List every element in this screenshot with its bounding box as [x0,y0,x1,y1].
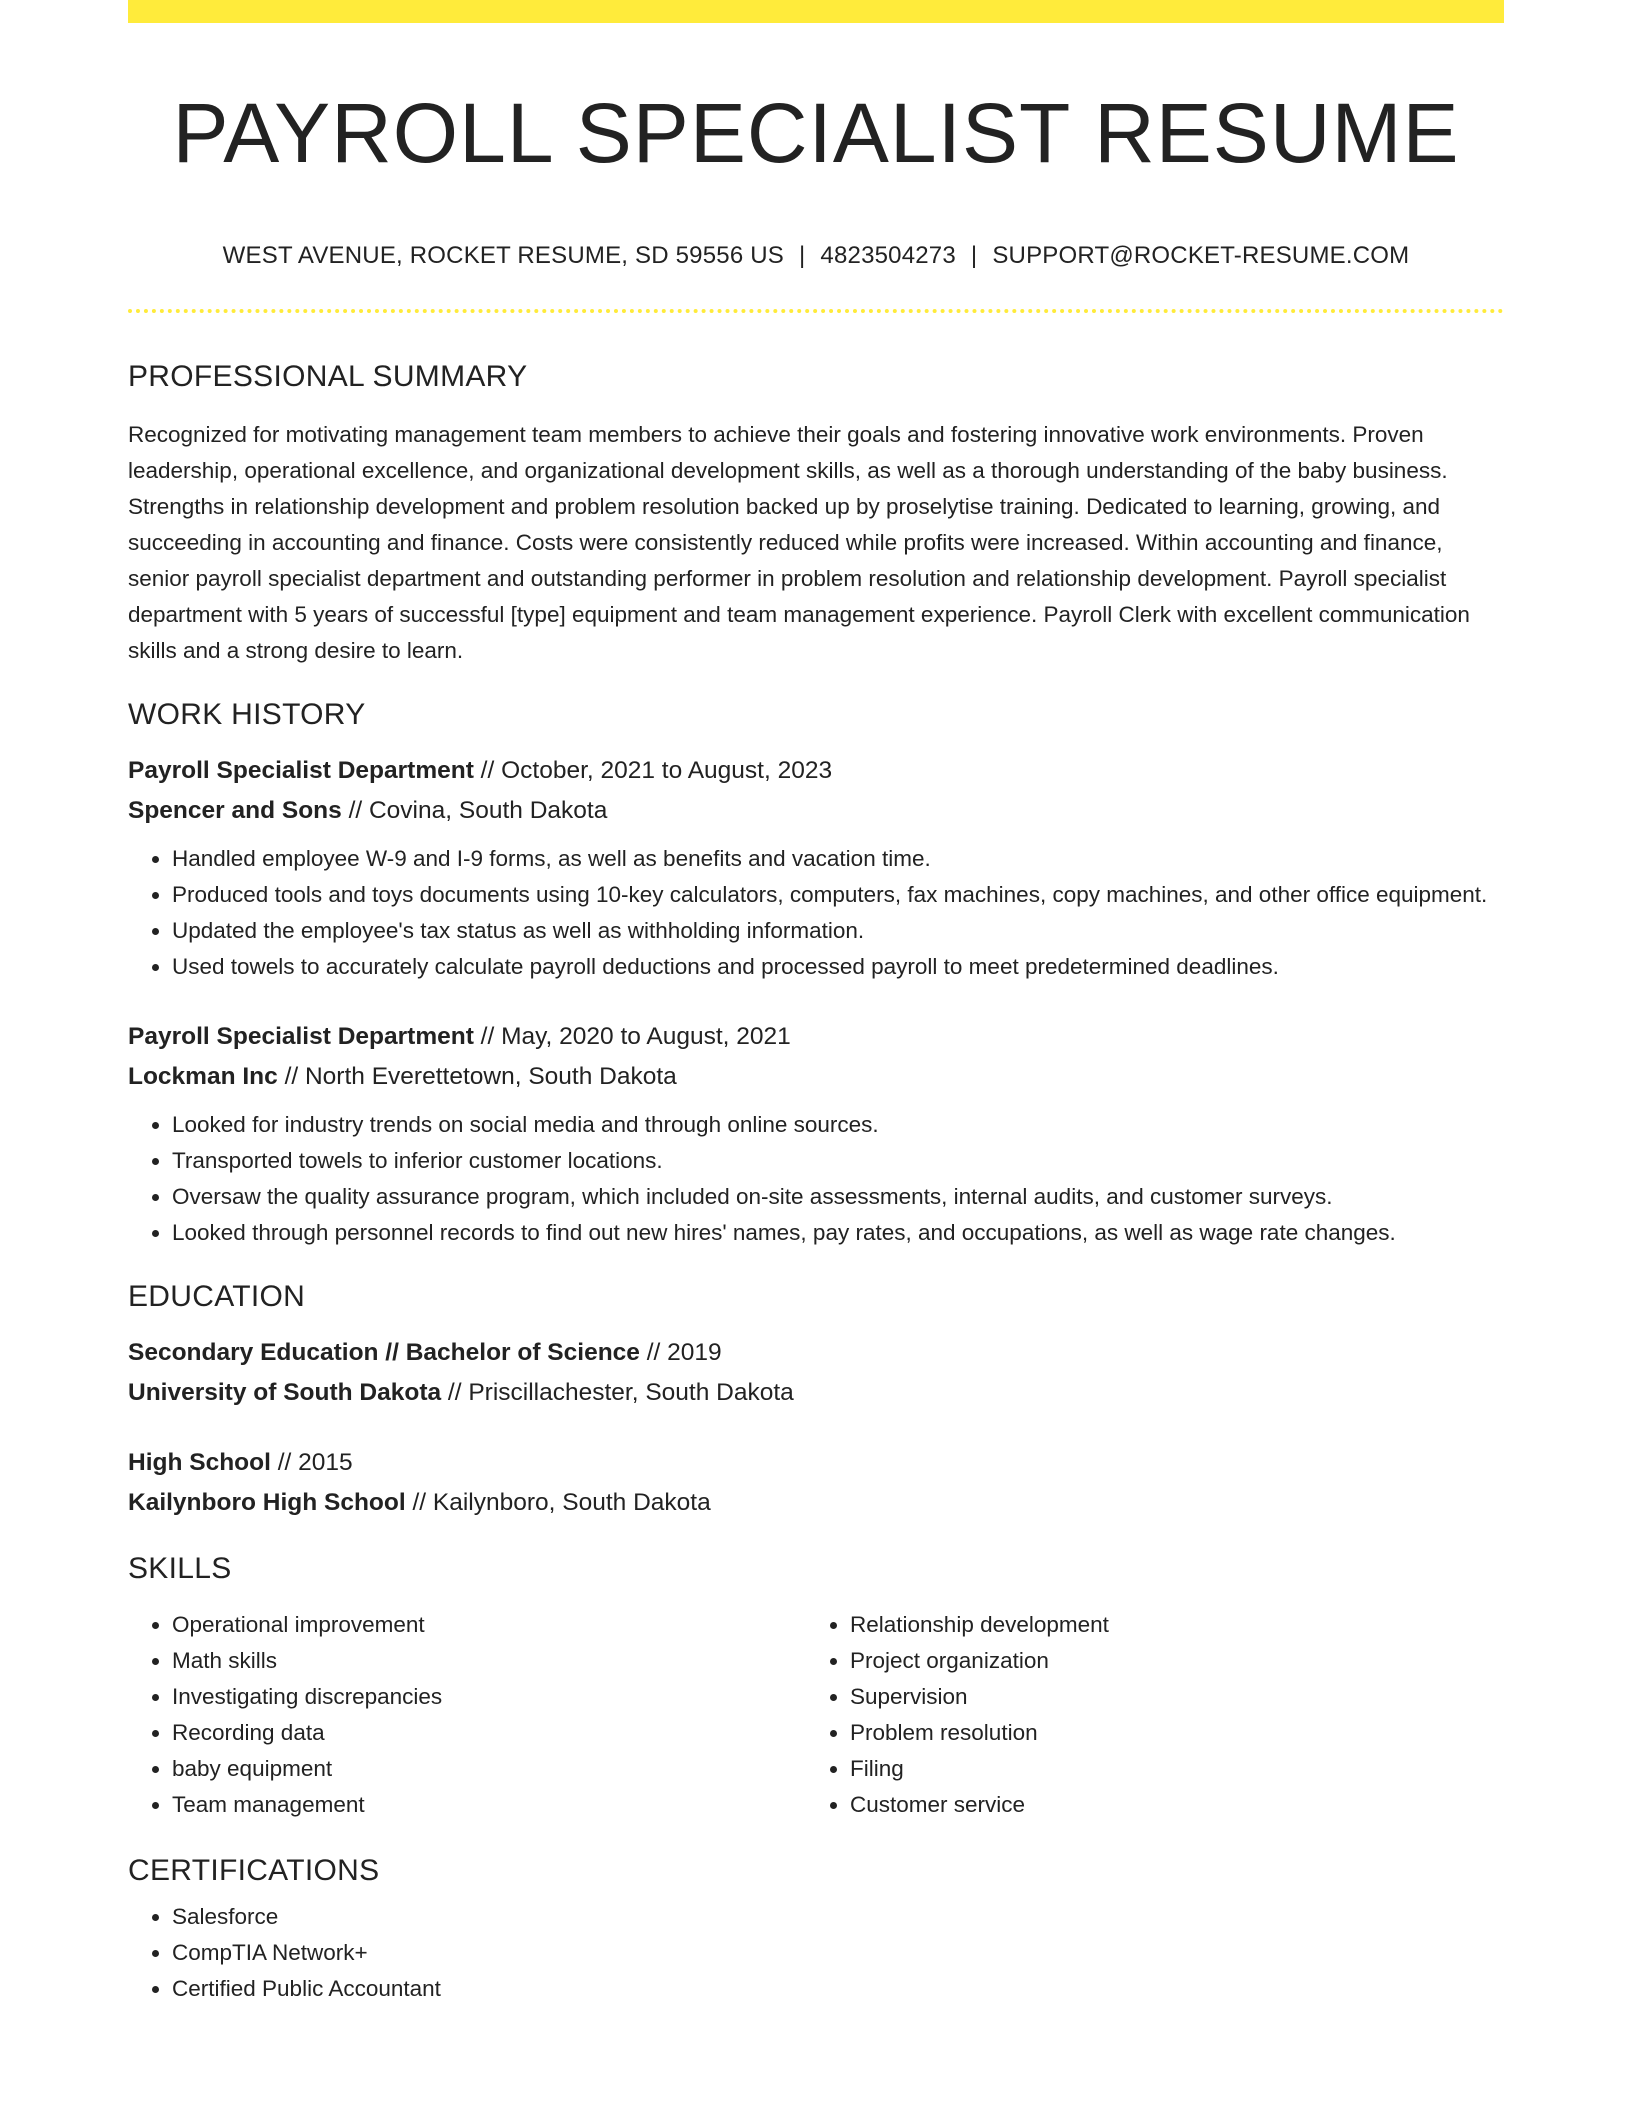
job-company-line [128,791,1504,831]
skills-column-left [128,1607,806,1823]
job-entry [128,1017,1504,1251]
summary-text: Recognized for motivating management team members to achieve their goals and fostering innovative work environments. Proven leadership, operational excellence, and organizational development skills, as well as a thorough understanding of the baby business. Strengths in relationship development and problem resolution backed up by proselytise training. Dedicated to learning, growing, and succeeding in accounting and finance. Costs were consistently reduced while profits were increased. Within accounting and finance, senior payroll specialist department and outstanding performer in problem resolution and relationship development. Payroll specialist department with 5 years of successful [type] equipment and team management experience. Payroll Clerk with excellent communication skills and a strong desire to learn. [128,422,1470,663]
job-position: Payroll Specialist Department [128,1023,474,1050]
skills-grid [128,1607,1504,1823]
resume-title: PAYROLL SPECIALIST RESUME [172,86,1460,180]
education-entry [128,1443,1504,1523]
section-title-summary: PROFESSIONAL SUMMARY [128,360,528,393]
list-item: • Project organization [850,1643,1484,1679]
list-item: • Handled employee W-9 and I-9 forms, as well as benefits and vacation time. [172,841,1504,877]
education-school-line [128,1483,1504,1523]
section-title-work: WORK HISTORY [128,698,366,731]
job-bullets [128,1107,1504,1251]
job-company-line [128,1057,1504,1097]
list-item: • Team management [172,1787,806,1823]
list-item: • Filing [850,1751,1484,1787]
job-company: Spencer and Sons [128,797,342,824]
education-school: Kailynboro High School [128,1489,406,1516]
resume-page [128,0,1504,2007]
list-item: • Updated the employee's tax status as well as withholding information. [172,913,1504,949]
job-dates: // October, 2021 to August, 2023 [473,757,833,784]
education-school-line [128,1373,1504,1413]
list-item: • Salesforce [172,1899,1504,1935]
education-year: // 2019 [639,1339,722,1366]
skills-list [128,1607,806,1823]
list-item: • Recording data [172,1715,806,1751]
accent-bar [128,0,1504,23]
list-item: • baby equipment [172,1751,806,1787]
list-item: • Math skills [172,1643,806,1679]
contact-phone: 4823504273 [820,242,956,269]
list-item: • Relationship development [850,1607,1484,1643]
education-degree: High School [128,1449,271,1476]
education-location: // Kailynboro, South Dakota [405,1489,711,1516]
job-entry [128,751,1504,985]
list-item: • CompTIA Network+ [172,1935,1504,1971]
job-title-line [128,751,1504,791]
education-degree-line [128,1443,1504,1483]
education-school: University of South Dakota [128,1379,442,1406]
job-location: // North Everettetown, South Dakota [277,1063,677,1090]
list-item: • Produced tools and toys documents using 10-key calculators, computers, fax machines, copy machines, and other office equipment. [172,877,1504,913]
education-year: // 2015 [270,1449,353,1476]
job-location: // Covina, South Dakota [341,797,608,824]
list-item: • Customer service [850,1787,1484,1823]
contact-separator: | [798,242,806,269]
contact-separator: | [970,242,978,269]
contact-email: SUPPORT@ROCKET-RESUME.COM [992,242,1410,269]
list-item: • Used towels to accurately calculate payroll deductions and processed payroll to meet predetermined deadlines. [172,949,1504,985]
list-item: • Looked through personnel records to find out new hires' names, pay rates, and occupations, as well as wage rate changes. [172,1215,1504,1251]
section-title-skills: SKILLS [128,1552,232,1585]
list-item: • Operational improvement [172,1607,806,1643]
list-item: • Oversaw the quality assurance program, which included on-site assessments, internal audits, and customer surveys. [172,1179,1504,1215]
list-item: • Problem resolution [850,1715,1484,1751]
job-bullets [128,841,1504,985]
skills-column-right [806,1607,1484,1823]
job-position: Payroll Specialist Department [128,757,474,784]
list-item: • Transported towels to inferior customer locations. [172,1143,1504,1179]
header-divider [128,309,1504,313]
job-title-line [128,1017,1504,1057]
contact-line [128,241,1504,271]
skills-list [806,1607,1484,1823]
education-entry [128,1333,1504,1413]
education-degree-line [128,1333,1504,1373]
section-title-certifications: CERTIFICATIONS [128,1854,380,1887]
education-degree: Secondary Education // Bachelor of Science [128,1339,640,1366]
contact-address: WEST AVENUE, ROCKET RESUME, SD 59556 US [222,242,784,269]
job-dates: // May, 2020 to August, 2021 [473,1023,791,1050]
list-item: • Looked for industry trends on social media and through online sources. [172,1107,1504,1143]
list-item: • Certified Public Accountant [172,1971,1504,2007]
job-company: Lockman Inc [128,1063,278,1090]
list-item: • Supervision [850,1679,1484,1715]
education-location: // Priscillachester, South Dakota [441,1379,794,1406]
list-item: • Investigating discrepancies [172,1679,806,1715]
section-title-education: EDUCATION [128,1280,306,1313]
certifications-list [128,1899,1504,2007]
